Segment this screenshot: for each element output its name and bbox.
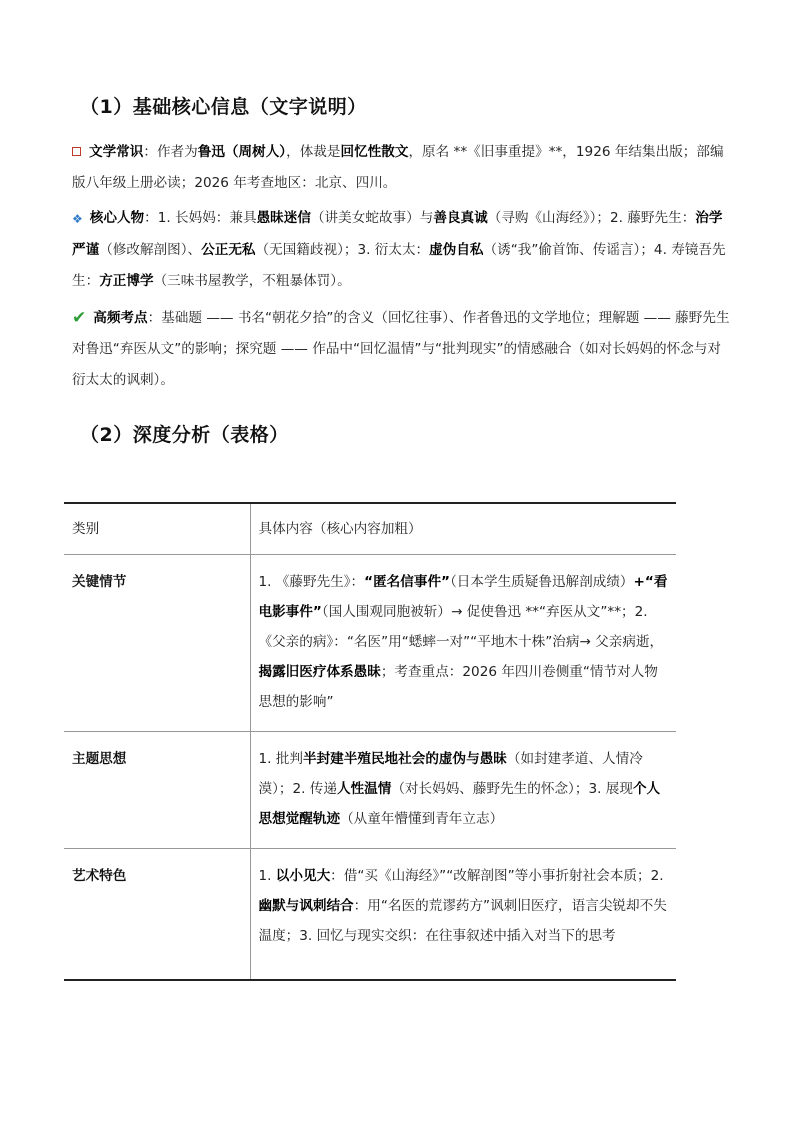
seg: （日本学生质疑鲁迅解剖成绩）	[450, 574, 634, 590]
seg: 愚昧迷信	[256, 210, 311, 226]
seg: 虚伪自私	[429, 242, 484, 258]
paragraph-label: 文学常识	[89, 144, 144, 160]
seg: ；考查重点：2026 年四川卷侧重“情节对人物思想的影响”	[258, 664, 658, 710]
row-content	[250, 732, 676, 849]
seg: 回忆性散文	[340, 144, 409, 160]
table-row	[64, 849, 676, 981]
seg: ：1. 长妈妈：兼具	[144, 210, 257, 226]
seg: “匿名信事件”	[364, 574, 450, 590]
seg: ：基础题 —— 书名“朝花夕拾”的含义（回忆往事）、作者鲁迅的文学地位；理解题 —— 藤野先生对鲁迅“弃医从文”的影响；探究题 —— 作品中“回忆温情”与“批判现实”的情感融合（如对长妈妈的怀念与对衍太太的讽刺）。	[72, 310, 730, 388]
seg: （诱“我”偷首饰、传谣言）；4. 寿镜吾先生：	[72, 242, 726, 289]
seg: ，原名 **《旧事重提》**，1926 年结集出版；部编版八年级上册必读；2026 年考查地区：北京、四川。	[72, 144, 724, 191]
row-content	[250, 849, 676, 981]
seg: 揭露旧医疗体系愚昧	[258, 664, 381, 680]
paragraph-label: 高频考点	[93, 310, 148, 326]
key-exam-points-paragraph	[72, 303, 732, 396]
seg: （无国籍歧视）；3. 衍太太：	[255, 242, 430, 258]
seg: （三味书屋教学，不粗暴体罚）。	[153, 273, 351, 289]
seg: 个人思想觉醒轨迹	[258, 781, 661, 827]
table-row	[64, 732, 676, 849]
seg: 公正无私	[201, 242, 256, 258]
row-content	[250, 555, 676, 732]
seg: 幽默与讽刺结合	[258, 898, 354, 914]
seg: ，体裁是	[286, 144, 341, 160]
section-1-title: （1）基础核心信息（文字说明）	[80, 96, 367, 118]
table-row	[64, 555, 676, 732]
core-characters-paragraph	[72, 203, 732, 297]
seg: 方正博学	[99, 273, 154, 289]
seg: ：用“名医的荒谬药方”讽刺旧医疗，语言尖锐却不失温度；3. 回忆与现实交织：在往事叙述中插入对当下的思考	[258, 898, 667, 944]
seg: （国人围观同胞被斩）→ 促使鲁迅 **“弃医从文”**；2. 《父亲的病》：“名医”用“蟋蟀一对”“平地木十株”治病→ 父亲病逝，	[258, 604, 664, 650]
seg: （修改解剖图）、	[99, 242, 202, 258]
seg: +“看电影事件”	[258, 574, 668, 620]
literary-knowledge-paragraph	[72, 137, 732, 199]
row-category: 关键情节	[64, 555, 250, 732]
seg: 善良真诚	[433, 210, 488, 226]
row-category: 艺术特色	[64, 849, 250, 981]
seg: ：借“买《山海经》”“改解剖图”等小事折射社会本质；2.	[330, 868, 664, 884]
seg: 治学严谨	[72, 210, 723, 258]
seg: 人性温情	[336, 781, 392, 797]
paragraph-label: 核心人物	[89, 210, 145, 226]
header-content: 具体内容（核心内容加粗）	[250, 503, 676, 555]
analysis-table	[64, 502, 676, 981]
seg: ：作者为	[143, 144, 198, 160]
seg: 1.	[258, 868, 276, 884]
header-category: 类别	[64, 503, 250, 555]
table-header-row	[64, 503, 676, 555]
seg: 1. 批判	[258, 751, 303, 767]
row-category: 主题思想	[64, 732, 250, 849]
seg: （讲美女蛇故事）与	[310, 210, 434, 226]
seg: （如封建孝道、人情冷漠）；2. 传递	[258, 751, 643, 797]
checkmark-icon: ✔	[72, 308, 87, 328]
seg: 以小见大	[275, 868, 331, 884]
seg: 半封建半殖民地社会的虚伪与愚昧	[302, 751, 507, 767]
checkbox-square-icon	[72, 147, 81, 156]
seg: （寻购《山海经》）；2. 藤野先生：	[487, 210, 696, 226]
seg: （对长妈妈、藤野先生的怀念）；3. 展现	[391, 781, 633, 797]
diamond-icon: ❖	[72, 212, 83, 226]
section-2-title: （2）深度分析（表格）	[80, 424, 289, 446]
seg: 1. 《藤野先生》：	[258, 574, 365, 590]
seg: 鲁迅（周树人）	[197, 144, 287, 160]
seg: （从童年懵懂到青年立志）	[340, 811, 504, 827]
